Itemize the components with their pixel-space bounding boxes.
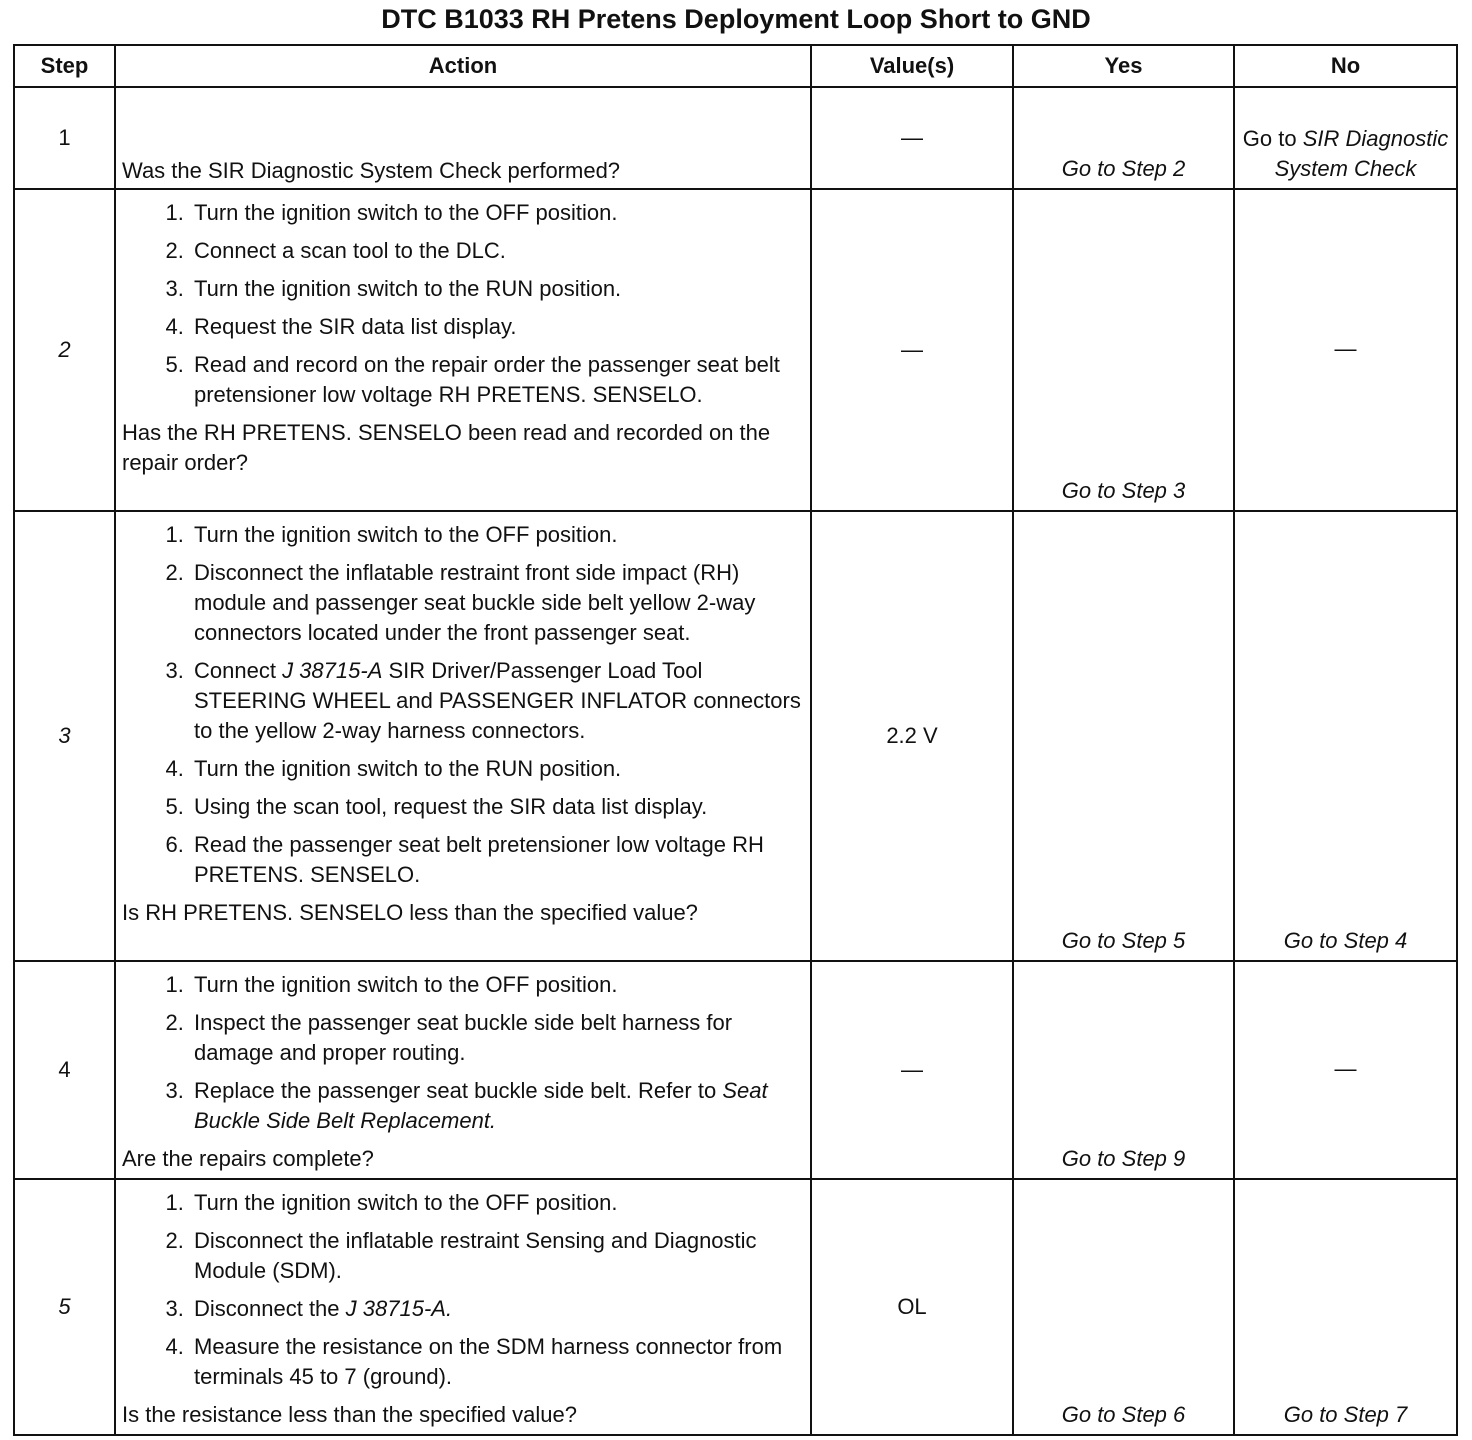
action-text: Connect: [194, 658, 276, 683]
action-item: 1. Turn the ignition switch to the OFF position.: [190, 198, 804, 228]
no-prefix: Go to: [1242, 126, 1297, 151]
action-cell: [115, 87, 811, 189]
value-cell: —: [811, 961, 1013, 1179]
value-cell: OL: [811, 1179, 1013, 1435]
action-cell: [115, 1179, 811, 1435]
action-text: Replace the passenger seat buckle side belt. Refer to: [194, 1078, 717, 1103]
no-reference-link[interactable]: SIR Diagnostic System Check: [1274, 126, 1449, 181]
no-cell: —: [1234, 189, 1457, 511]
diagnostic-table: [13, 44, 1458, 1436]
action-text: Disconnect the: [194, 1296, 340, 1321]
table-row: [14, 189, 1457, 511]
action-item: 5. Read and record on the repair order the passenger seat belt pretensioner low voltage RH PRETENS. SENSELO.: [190, 350, 804, 410]
action-item: 1. Turn the ignition switch to the OFF position.: [190, 970, 804, 1000]
no-cell: Go to Step 7: [1234, 1179, 1457, 1435]
step-question: Is the resistance less than the specified value?: [122, 1402, 577, 1427]
header-action: Action: [115, 45, 811, 87]
action-item: [190, 656, 804, 746]
header-no: No: [1234, 45, 1457, 87]
action-item: 1. Turn the ignition switch to the OFF position.: [190, 520, 804, 550]
yes-cell: Go to Step 2: [1013, 87, 1234, 189]
action-item: 4. Request the SIR data list display.: [190, 312, 804, 342]
action-item: 4. Turn the ignition switch to the RUN position.: [190, 754, 804, 784]
table-row: [14, 1179, 1457, 1435]
action-list: [122, 970, 804, 1136]
step-question: Are the repairs complete?: [122, 1146, 374, 1171]
header-values: Value(s): [811, 45, 1013, 87]
no-cell: [1234, 87, 1457, 189]
yes-cell: Go to Step 5: [1013, 511, 1234, 961]
action-list: [122, 520, 804, 890]
step-number: 4: [14, 961, 115, 1179]
tool-reference: J 38715-A.: [345, 1296, 453, 1321]
action-item: 5. Using the scan tool, request the SIR data list display.: [190, 792, 804, 822]
table-row: [14, 961, 1457, 1179]
action-list: [122, 198, 804, 410]
value-cell: —: [811, 87, 1013, 189]
action-item: 2. Disconnect the inflatable restraint Sensing and Diagnostic Module (SDM).: [190, 1226, 804, 1286]
page-title: DTC B1033 RH Pretens Deployment Loop Short to GND: [381, 4, 1091, 34]
action-item: 4. Measure the resistance on the SDM harness connector from terminals 45 to 7 (ground).: [190, 1332, 804, 1392]
action-item: 2. Inspect the passenger seat buckle side belt harness for damage and proper routing.: [190, 1008, 804, 1068]
yes-cell: Go to Step 3: [1013, 189, 1234, 511]
action-cell: [115, 189, 811, 511]
value-cell: 2.2 V: [811, 511, 1013, 961]
step-number: 2: [14, 189, 115, 511]
action-item: 3. Turn the ignition switch to the RUN position.: [190, 274, 804, 304]
table-row: [14, 87, 1457, 189]
action-item: [190, 1294, 804, 1324]
step-question: Is RH PRETENS. SENSELO less than the specified value?: [122, 900, 698, 925]
action-item: 1. Turn the ignition switch to the OFF position.: [190, 1188, 804, 1218]
step-number: 5: [14, 1179, 115, 1435]
reference-link[interactable]: Seat Buckle Side Belt Replacement.: [194, 1078, 768, 1133]
action-item: [190, 1076, 804, 1136]
step-question: Has the RH PRETENS. SENSELO been read and recorded on the repair order?: [122, 420, 771, 475]
step-number: 3: [14, 511, 115, 961]
action-item: 2. Disconnect the inflatable restraint front side impact (RH) module and passenger seat buckle side belt yellow 2-way connectors located under the front passenger seat.: [190, 558, 804, 648]
tool-reference: J 38715-A: [282, 658, 383, 683]
table-row: [14, 511, 1457, 961]
value-cell: —: [811, 189, 1013, 511]
yes-cell: Go to Step 6: [1013, 1179, 1234, 1435]
no-cell: —: [1234, 961, 1457, 1179]
action-item: 6. Read the passenger seat belt pretensioner low voltage RH PRETENS. SENSELO.: [190, 830, 804, 890]
action-list: [122, 1188, 804, 1392]
action-item: 2. Connect a scan tool to the DLC.: [190, 236, 804, 266]
action-text: SIR Driver/Passenger Load Tool STEERING WHEEL and PASSENGER INFLATOR connectors to the yellow 2-way harness connectors.: [194, 658, 801, 743]
no-cell: Go to Step 4: [1234, 511, 1457, 961]
action-cell: [115, 511, 811, 961]
action-cell: [115, 961, 811, 1179]
step-number: 1: [14, 87, 115, 189]
table-header-row: [14, 45, 1457, 87]
header-step: Step: [14, 45, 115, 87]
header-yes: Yes: [1013, 45, 1234, 87]
step-question: Was the SIR Diagnostic System Check performed?: [122, 158, 621, 183]
yes-cell: Go to Step 9: [1013, 961, 1234, 1179]
